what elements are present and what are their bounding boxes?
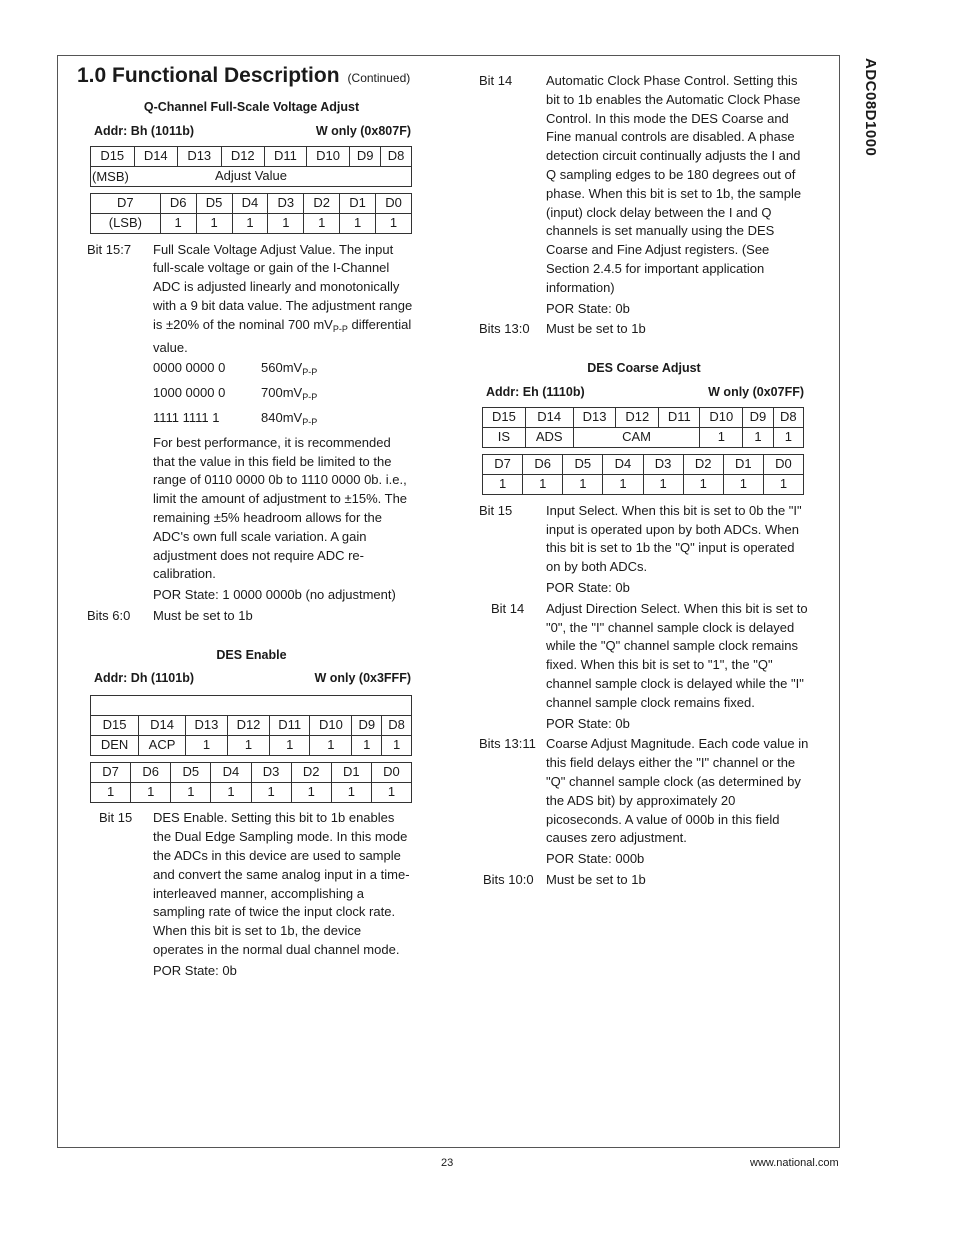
code-value: 840mV: [261, 409, 303, 425]
value-cell: 1: [251, 783, 291, 803]
table-row: [91, 166, 412, 186]
value-cell: (LSB): [91, 213, 161, 233]
code-row: [153, 384, 414, 407]
cam-cell: CAM: [573, 427, 700, 447]
adjust-value-label: Adjust Value: [214, 167, 288, 183]
right-column: [479, 72, 809, 890]
qfs-mode: W only (0x807F): [315, 123, 411, 138]
code: 1111 1111 1: [153, 409, 220, 425]
qfs-low-table: [90, 193, 412, 234]
bits-10-0-desc: [479, 871, 809, 890]
code-value: 560mV: [261, 360, 303, 376]
bit-cell: D1: [340, 193, 376, 213]
ads-por: POR State: 0b: [546, 715, 630, 731]
qfs-title: Q-Channel Full-Scale Voltage Adjust: [143, 100, 360, 114]
bit-text: Must be set to 1b: [153, 607, 253, 623]
bit-cell: D5: [563, 454, 603, 474]
bit-cell: D7: [483, 454, 523, 474]
bit-cell: D15: [91, 716, 139, 736]
value-cell: 1: [723, 474, 763, 494]
fs-sub: P-P: [332, 323, 348, 334]
value-cell: 1: [763, 474, 803, 494]
bit-cell: D0: [763, 454, 803, 474]
code-sub: P-P: [302, 392, 318, 403]
cam-por: POR State: 000b: [546, 851, 645, 867]
value-cell: DEN: [91, 736, 139, 756]
fs-text2: differential value.: [153, 316, 412, 355]
value-cell: 1: [171, 783, 211, 803]
value-cell: 1: [371, 783, 411, 803]
bit-cell: D10: [306, 146, 350, 166]
bit-cell: D9: [743, 407, 773, 427]
table-row: [91, 193, 412, 213]
bit-text: [153, 241, 414, 607]
bit-cell: D5: [196, 193, 232, 213]
value-cell: 1: [643, 474, 683, 494]
code-value: 700mV: [261, 385, 303, 401]
value-cell: 1: [310, 736, 352, 756]
is-text: Input Select. When this bit is set to 0b the "I" input is operated upon by both ADCs. When this bit is set to 1b the "Q" input is operated on by both ADCs.: [546, 502, 802, 575]
table-row: [91, 763, 412, 783]
bit-cell: D5: [171, 763, 211, 783]
bit-cell: D14: [134, 146, 178, 166]
bit-cell: D1: [723, 454, 763, 474]
value-cell: 1: [291, 783, 331, 803]
bit-cell: D0: [371, 763, 411, 783]
bit-cell: D7: [91, 193, 161, 213]
blank-cell: [91, 696, 412, 716]
table-row: [483, 474, 804, 494]
bit-cell: D14: [139, 716, 186, 736]
bit-cell: D14: [525, 407, 573, 427]
des-addr-line: [90, 669, 414, 688]
des-low-table: [90, 762, 412, 803]
bit-cell: D12: [616, 407, 659, 427]
heading-title: 1.0 Functional Description: [77, 64, 340, 87]
bit-text: [546, 72, 809, 320]
value-cell: 1: [340, 213, 376, 233]
coarse-addr: Addr: Eh (1110b): [486, 384, 585, 399]
bit-15-7-desc: [87, 241, 414, 607]
value-cell: 1: [743, 427, 773, 447]
table-row: [483, 407, 804, 427]
value-cell: 1: [376, 213, 412, 233]
bit-text: [546, 502, 809, 600]
fs-text: Full Scale Voltage Adjust Value. The input full-scale voltage or gain of the I-Channel ADC is adjusted linearly and monotonically with a 9 bit data value. The adjustment range is ±20% of the nominal 700 mV: [153, 241, 413, 332]
bit-cell: D10: [700, 407, 743, 427]
code-row: [153, 359, 414, 382]
bit-14-ads-desc: [479, 600, 809, 736]
value-cell: 1: [131, 783, 171, 803]
bit-cell: D15: [91, 146, 135, 166]
bit-cell: D11: [659, 407, 700, 427]
bit-cell: D3: [251, 763, 291, 783]
bit-cell: D3: [643, 454, 683, 474]
bit-text: [546, 735, 809, 871]
value-cell: 1: [523, 474, 563, 494]
value-cell: 1: [331, 783, 371, 803]
bit-cell: D7: [91, 763, 131, 783]
fs-por: POR State: 1 0000 0000b (no adjustment): [153, 587, 396, 603]
table-row: [91, 146, 412, 166]
des-title: DES Enable: [216, 647, 287, 662]
adjust-value-cell: [91, 166, 412, 186]
value-cell: 1: [268, 213, 304, 233]
des-addr: Addr: Dh (1101b): [94, 670, 195, 685]
code-row: [153, 409, 414, 432]
table-row: [91, 696, 412, 716]
bit-cell: D13: [178, 146, 222, 166]
is-por: POR State: 0b: [546, 579, 630, 595]
value-cell: 1: [603, 474, 643, 494]
bit-cell: D4: [232, 193, 268, 213]
bit-label: Bits 13:11: [479, 736, 536, 752]
cam-text: Coarse Adjust Magnitude. Each code value in this field delays either the "I" channel or the "Q" channel sample clock (as determined by the ADS bit) by approximately 20 picoseconds. A value of 000b in this field causes zero adjustment.: [546, 736, 809, 846]
bit-cell: D8: [773, 407, 803, 427]
coarse-title: DES Coarse Adjust: [587, 361, 701, 376]
bit-cell: D6: [131, 763, 171, 783]
value-cell: 1: [352, 736, 382, 756]
is-cell: IS: [483, 427, 526, 447]
bit-cell: D11: [265, 146, 307, 166]
bit-cell: D4: [603, 454, 643, 474]
bit-cell: D11: [270, 716, 310, 736]
bit-cell: D13: [573, 407, 616, 427]
coarse-low-table: [482, 454, 804, 495]
value-cell: 1: [700, 427, 743, 447]
table-row: [483, 454, 804, 474]
value-cell: 1: [270, 736, 310, 756]
bit-cell: D10: [310, 716, 352, 736]
bit-cell: D12: [221, 146, 265, 166]
fs-note: For best performance, it is recommended that the value in this field be limited to the range of 0110 0000 0b to 1110 0000 0b. i.e., limit the amount of adjustment to ±15%. The remaining ±5% headroom allows for the ADC's own full scale variation. A gain adjustment does not require ADC re-calibration.: [153, 434, 408, 582]
bit-cell: D15: [483, 407, 526, 427]
bits-13-0-desc: [479, 320, 809, 339]
code: 0000 0000 0: [153, 360, 226, 376]
value-cell: 1: [382, 736, 412, 756]
qfs-addr: Addr: Bh (1011b): [94, 123, 195, 138]
ads-text: Adjust Direction Select. When this bit is set to "0", the "I" channel sample clock is delayed while the "Q" channel sample clock remains fixed. When this bit is set to "1", the "Q" channel sample clock is delayed while the "I" channel sample clock remains fixed.: [546, 600, 808, 710]
bit-cell: D13: [185, 716, 227, 736]
msb-label: (MSB): [92, 168, 129, 184]
value-cell: 1: [232, 213, 268, 233]
heading-continued: (Continued): [347, 71, 411, 85]
page-number: 23: [441, 1157, 454, 1169]
value-cell: 1: [91, 783, 131, 803]
bit-15-desc: [87, 809, 414, 982]
bit-cell: D3: [268, 193, 304, 213]
value-cell: 1: [211, 783, 251, 803]
coarse-high-table: [482, 407, 804, 448]
value-cell: 1: [773, 427, 803, 447]
acp-text: Automatic Clock Phase Control. Setting this bit to 1b enables the Automatic Clock Phase Control. In this mode the DES Coarse and Fine manual controls are disabled. A phase detection circuit continually adjusts the I and Q sampling edges to be 180 degrees out of phase. When this bit is set to 1b, the sample (input) clock delay between the I and Q channels is set manually using the DES Coarse and Fine Adjust registers. (See Section 2.4.5 for important application information): [546, 73, 802, 295]
value-cell: 1: [196, 213, 232, 233]
table-row: [91, 736, 412, 756]
bit-cell: D0: [376, 193, 412, 213]
bits-13-11-desc: [479, 735, 809, 871]
bit-label: Bit 15: [99, 810, 133, 826]
acp-por: POR State: 0b: [546, 300, 630, 316]
table-row: [91, 213, 412, 233]
bit-text: Must be set to 1b: [546, 321, 646, 337]
bit-cell: D2: [291, 763, 331, 783]
bit-cell: D6: [523, 454, 563, 474]
code-sub: P-P: [302, 367, 318, 378]
table-row: [483, 427, 804, 447]
value-cell: 1: [563, 474, 603, 494]
bit-cell: D8: [381, 146, 412, 166]
bit-cell: D2: [304, 193, 340, 213]
bit-cell: D6: [160, 193, 196, 213]
page-heading: [77, 64, 410, 88]
qfs-addr-line: [90, 122, 414, 141]
bit-cell: D2: [683, 454, 723, 474]
bit-cell: D8: [382, 716, 412, 736]
value-cell: ACP: [139, 736, 186, 756]
bit-cell: D1: [331, 763, 371, 783]
footer-site: www.national.com: [750, 1157, 839, 1169]
ads-cell: ADS: [525, 427, 573, 447]
des-enable-text: DES Enable. Setting this bit to 1b enables the Dual Edge Sampling mode. In this mode the ADCs in this device are used to sample and convert the same analog input in a time-interleaved manner, accomplishing a sampling rate of twice the input clock rate. When this bit is set to 1b, the device operates in the normal dual channel mode.: [153, 810, 410, 957]
bit-label: Bits 13:0: [479, 321, 530, 337]
bit-14-acp-desc: [479, 72, 809, 320]
code: 1000 0000 0: [153, 385, 226, 401]
table-row: [91, 716, 412, 736]
bit-cell: D12: [227, 716, 269, 736]
coarse-mode: W only (0x07FF): [708, 384, 804, 399]
value-cell: 1: [227, 736, 269, 756]
bit-15-is-desc: [479, 502, 809, 600]
bit-text: Must be set to 1b: [546, 871, 646, 887]
value-cell: 1: [483, 474, 523, 494]
side-title: ADC08D1000: [862, 58, 879, 157]
table-row: [91, 783, 412, 803]
des-mode: W only (0x3FFF): [314, 670, 411, 685]
bit-label: Bits 6:0: [87, 607, 131, 623]
value-cell: 1: [304, 213, 340, 233]
bit-label: Bit 14: [479, 73, 513, 88]
bit-label: Bit 15: [479, 502, 513, 518]
bit-text: [546, 600, 809, 736]
bit-text: [153, 809, 414, 982]
bit-cell: D9: [352, 716, 382, 736]
bit-label: Bit 14: [491, 600, 525, 616]
qfs-high-table: [90, 146, 412, 187]
bit-cell: D9: [350, 146, 381, 166]
bit-cell: D4: [211, 763, 251, 783]
coarse-addr-line: [482, 383, 807, 402]
value-cell: 1: [185, 736, 227, 756]
bit-label: Bits 10:0: [483, 871, 534, 887]
bit-label: Bit 15:7: [87, 241, 132, 257]
code-sub: P-P: [302, 416, 318, 427]
left-column: [87, 98, 414, 983]
value-cell: 1: [683, 474, 723, 494]
bits-6-0-desc: [87, 607, 414, 626]
value-cell: 1: [160, 213, 196, 233]
des-high-table: [90, 695, 412, 756]
des-enable-por: POR State: 0b: [153, 962, 237, 978]
